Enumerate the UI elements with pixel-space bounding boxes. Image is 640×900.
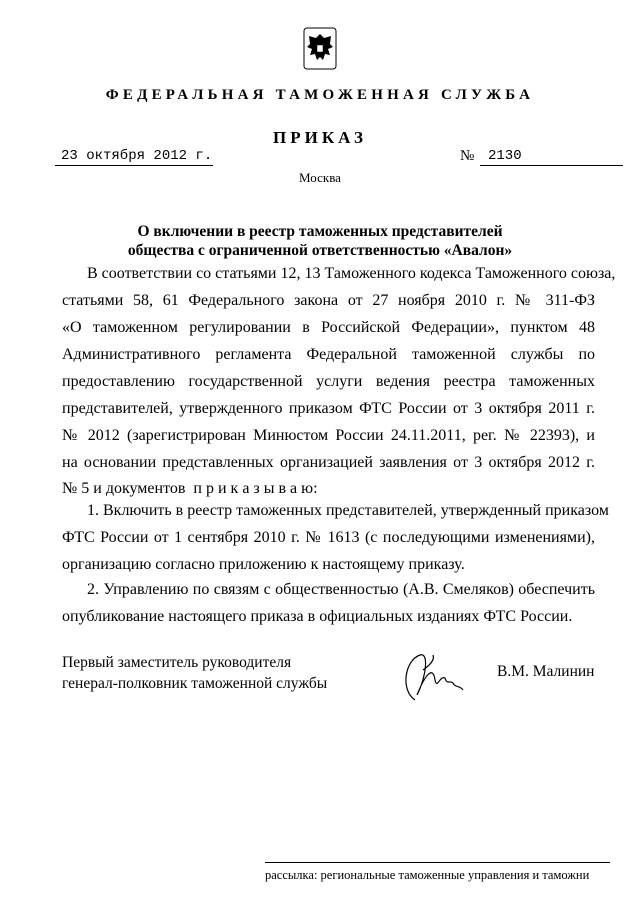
document-date: 23 октября 2012 г.: [55, 148, 213, 166]
document-title: [0, 222, 640, 260]
text-line: представителей, утвержденного приказом ФТС России от 3 октября 2011 г.: [62, 400, 595, 417]
title-line: общества с ограниченной ответственностью «Авалон»: [127, 242, 513, 259]
text-line: № 2012 (зарегистрирован Минюстом России 24.11.2011, рег. № 22393), и: [62, 427, 595, 444]
position-line: Первый заместитель руководителя: [62, 654, 292, 671]
text-line: статьями 58, 61 Федерального закона от 27 ноября 2010 г. № 311-ФЗ: [62, 292, 595, 309]
coat-of-arms-emblem: [303, 27, 337, 70]
text-line: предоставлению государственной услуги ведения реестра таможенных: [62, 373, 595, 390]
footer-divider: [265, 862, 610, 863]
signer-name: В.М. Малинин: [497, 663, 595, 680]
number-label: №: [460, 148, 475, 164]
text-line: В соответствии со статьями 12, 13 Таможенного кодекса Таможенного союза,: [87, 265, 616, 282]
handwritten-signature: [395, 650, 475, 705]
text-line: 2. Управлению по связям с общественностью (А.В. Смеляков) обеспечить: [87, 581, 595, 598]
text-line: «О таможенном регулировании в Российской Федерации», пунктом 48: [62, 319, 595, 336]
text-line: Административного регламента Федеральной таможенной службы по: [62, 346, 595, 363]
signer-position: [62, 652, 327, 694]
text-line: 1. Включить в реестр таможенных представителей, утвержденный приказом: [87, 502, 609, 519]
document-number: 2130: [480, 148, 623, 166]
city: Москва: [299, 170, 341, 185]
text-line: организацию согласно приложению к настоящему приказу.: [62, 556, 465, 573]
agency-name: ФЕДЕРАЛЬНАЯ ТАМОЖЕННАЯ СЛУЖБА: [105, 87, 535, 103]
text-line: ФТС России от 1 сентября 2010 г. № 1613 (с последующими изменениями),: [62, 529, 595, 546]
text-line: опубликование настоящего приказа в официальных изданиях ФТС России.: [62, 608, 573, 625]
title-line: О включении в реестр таможенных представителей: [137, 223, 503, 240]
document-type: ПРИКАЗ: [273, 128, 367, 147]
position-line: генерал-полковник таможенной службы: [62, 675, 328, 692]
text-line: № 5 и документов п р и к а з ы в а ю:: [62, 480, 318, 497]
text-line: на основании представленных организацией заявления от 3 октября 2012 г.: [62, 454, 595, 471]
distribution-list: рассылка: региональные таможенные управления и таможни: [265, 868, 590, 882]
